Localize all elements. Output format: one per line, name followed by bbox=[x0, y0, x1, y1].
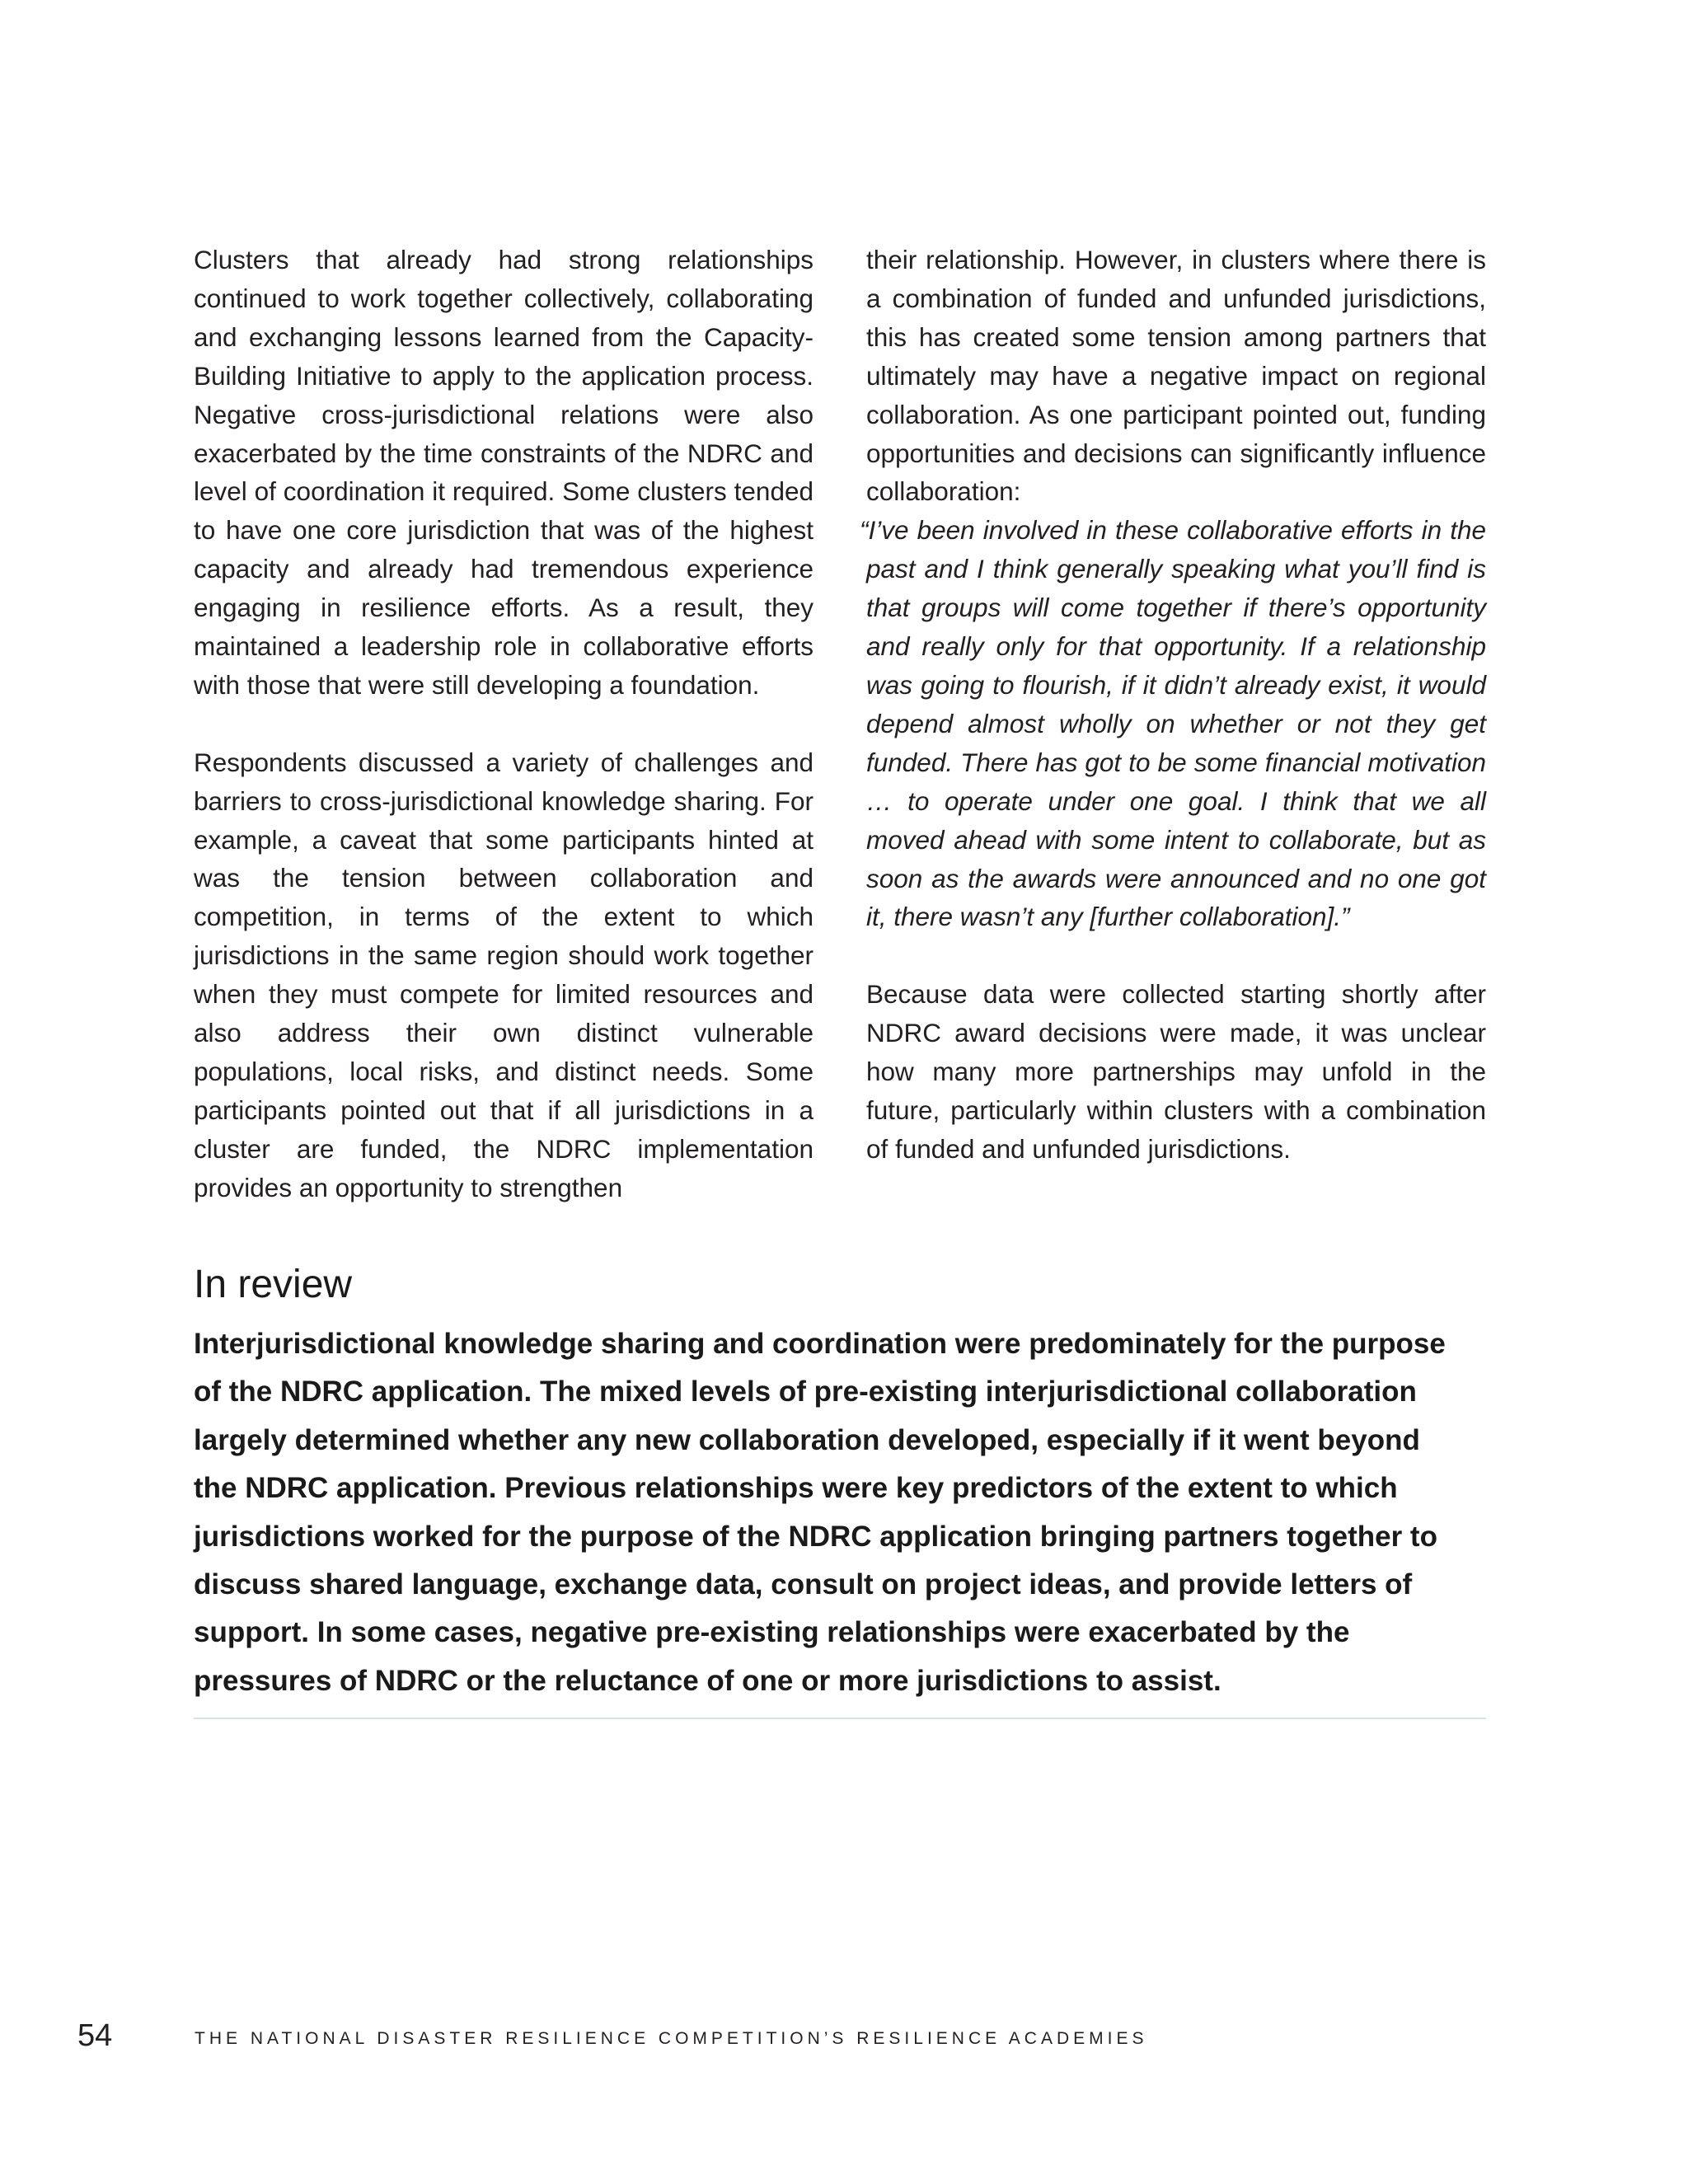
running-title: THE NATIONAL DISASTER RESILIENCE COMPETITION’S RESILIENCE ACADEMIES bbox=[195, 2029, 1148, 2048]
review-body: Interjurisdictional knowledge sharing and coordination were predominately for the purpose of the NDRC application. The mixed levels of pre-existing interjurisdictional collaboration largely determined whether any new collaboration developed, especially if it went beyond the NDRC application. Previous relationships were key predictors of the extent to which jurisdictions worked for the purpose of the NDRC application bringing partners together to discuss shared language, exchange data, consult on project ideas, and provide letters of support. In some cases, negative pre-existing relationships were exacerbated by the pressures of NDRC or the reluctance of one or more jurisdictions to assist. bbox=[194, 1328, 1446, 1697]
right-paragraph-1: their relationship. However, in clusters where there is a combination of funded and unfunded jurisdictions, this has created some tension among partners that ultimately may have a negative impact on regional collaboration. As one participant pointed out, funding opportunities and decisions can significantly influence collaboration: bbox=[866, 245, 1486, 507]
left-column bbox=[194, 241, 814, 1207]
left-paragraph-2: Respondents discussed a variety of challenges and barriers to cross-jurisdictional knowledge sharing. For example, a caveat that some participants hinted at was the tension between collaboration and competition, in terms of the extent to which jurisdictions in the same region should work together when they must compete for limited resources and also address their own distinct vulnerable populations, local risks, and distinct needs. Some participants pointed out that if all jurisdictions in a cluster are funded, the NDRC implementation provides an opportunity to strengthen bbox=[194, 747, 814, 1202]
review-heading: In review bbox=[194, 1263, 353, 1306]
right-paragraph-2: Because data were collected starting shortly after NDRC award decisions were made, it was unclear how many more partnerships may unfold in the future, particularly within clusters with a combination of funded and unfunded jurisdictions. bbox=[866, 979, 1486, 1164]
page-number: 54 bbox=[77, 2018, 113, 2053]
right-column bbox=[860, 241, 1486, 1207]
in-review-section bbox=[194, 1259, 1486, 1705]
body-columns bbox=[194, 241, 1486, 1207]
participant-quote: “I’ve been involved in these collaborative efforts in the past and I think generally speaking what you’ll find is that groups will come together if there’s opportunity and really only for that opportunity. If a relationship was going to flourish, if it didn’t already exist, it would depend almost wholly on whether or not they get funded. There has got to be some financial motivation … to operate under one goal. I think that we all moved ahead with some intent to collaborate, but as soon as the awards were announced and no one got it, there wasn’t any [further collaboration].” bbox=[860, 515, 1486, 932]
left-paragraph-1: Clusters that already had strong relationships continued to work together collectively, collaborating and exchanging lessons learned from the Capacity-Building Initiative to apply to the application process. Negative cross-jurisdictional relations were also exacerbated by the time constraints of the NDRC and level of coordination it required. Some clusters tended to have one core jurisdiction that was of the highest capacity and already had tremendous experience engaging in resilience efforts. As a result, they maintained a leadership role in collaborative efforts with those that were still developing a foundation. bbox=[194, 245, 814, 700]
section-divider bbox=[194, 1718, 1486, 1719]
